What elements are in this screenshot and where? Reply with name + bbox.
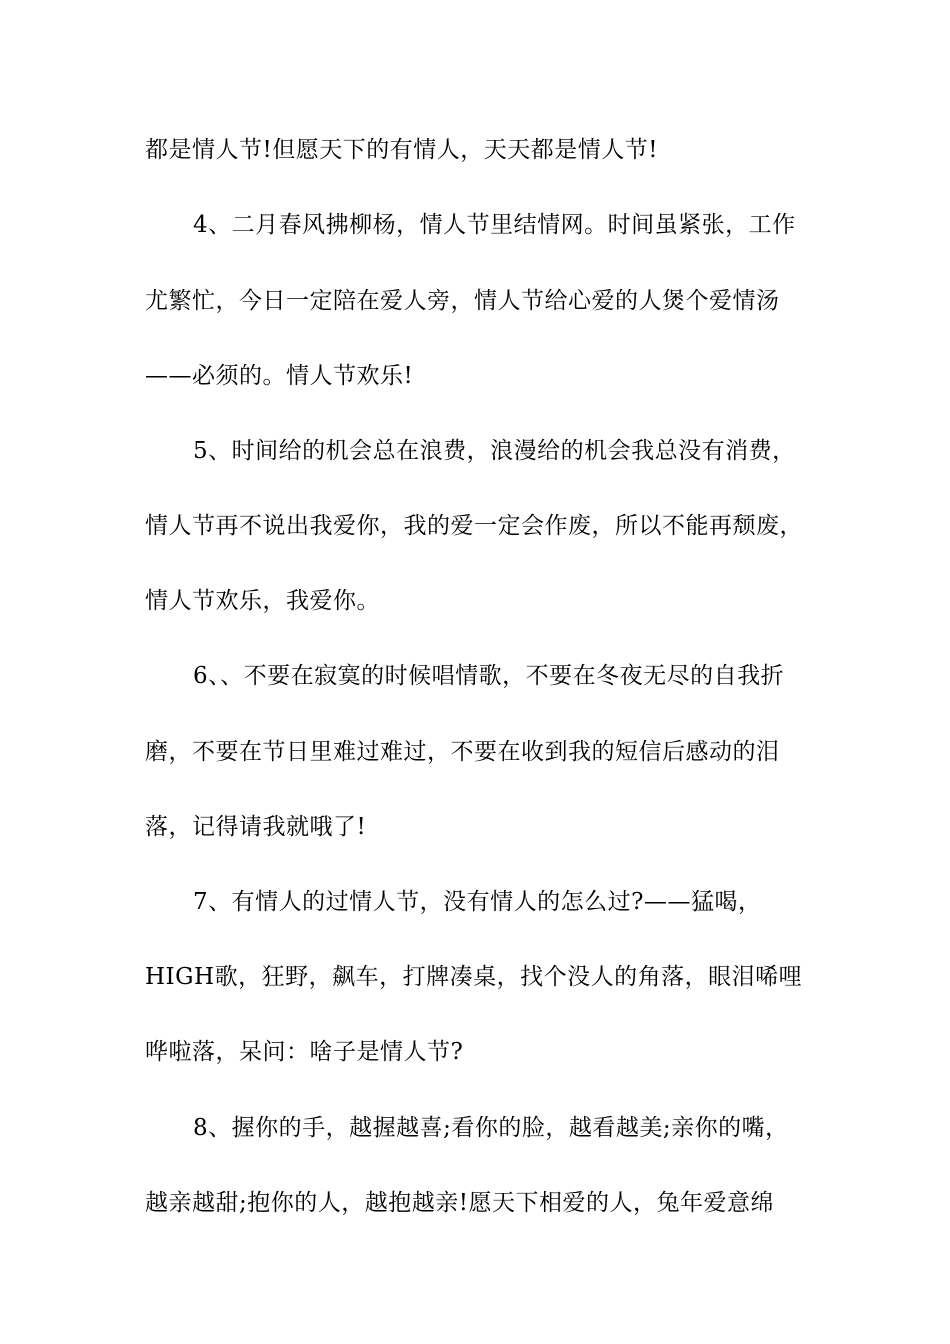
paragraph-7-line-2: HIGH歌，狂野，飙车，打牌凑桌，找个没人的角落，眼泪唏哩 [145,964,803,990]
paragraph-7-line-1: 7、有情人的过情人节，没有情人的怎么过?——猛喝， [193,889,762,915]
paragraph-5-line-2: 情人节再不说出我爱你，我的爱一定会作废，所以不能再颓废， [145,513,803,539]
paragraph-8-line-1: 8、握你的手，越握越喜;看你的脸，越看越美;亲你的嘴， [193,1115,789,1141]
paragraph-5-line-3: 情人节欢乐，我爱你。 [145,588,380,614]
paragraph-6-line-2: 磨，不要在节日里难过难过，不要在收到我的短信后感动的泪 [145,739,780,765]
paragraph-7-line-3: 哗啦落，呆问：啥子是情人节? [145,1039,464,1065]
paragraph-5-line-1: 5、时间给的机会总在浪费，浪漫给的机会我总没有消费， [193,438,796,464]
paragraph-8-line-2: 越亲越甜;抱你的人，越抱越亲!愿天下相爱的人，兔年爱意绵 [145,1190,774,1216]
paragraph-4-line-3: ——必须的。情人节欢乐! [145,363,414,389]
text-line-1: 都是情人节!但愿天下的有情人，天天都是情人节! [145,137,658,163]
paragraph-6-line-3: 落，记得请我就哦了! [145,814,367,840]
paragraph-4-line-1: 4、二月春风拂柳杨，情人节里结情网。时间虽紧张，工作 [193,212,796,238]
paragraph-6-line-1: 6、、不要在寂寞的时候唱情歌，不要在冬夜无尽的自我折 [193,663,785,689]
paragraph-4-line-2: 尤繁忙，今日一定陪在爱人旁，情人节给心爱的人煲个爱情汤 [145,288,780,314]
